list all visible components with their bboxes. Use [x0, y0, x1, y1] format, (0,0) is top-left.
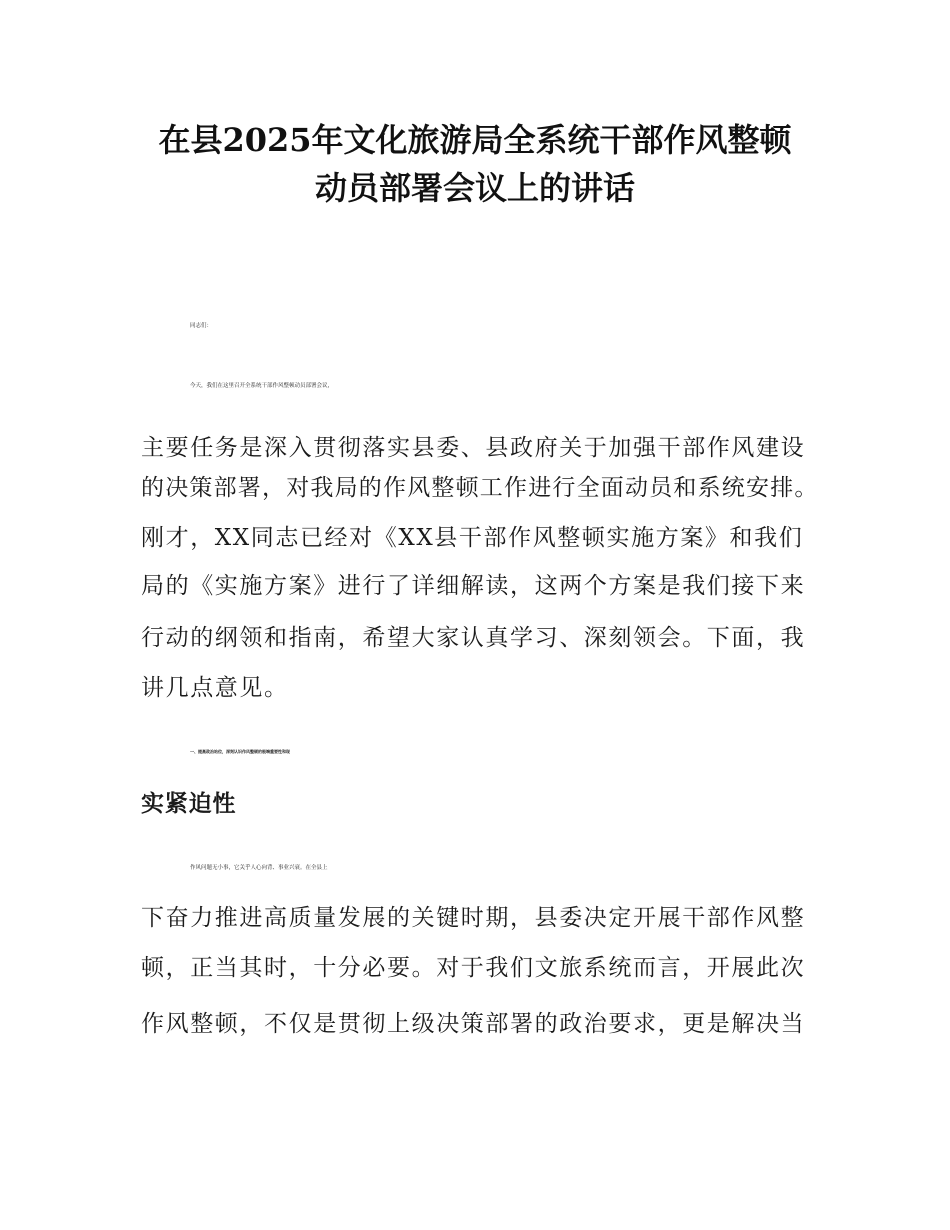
section-1-body-line: 下奋力推进高质量发展的关键时期，县委决定开展干部作风整	[141, 905, 806, 931]
section-1-body-line: 作风整顿，不仅是贯彻上级决策部署的政治要求，更是解决当	[141, 1011, 806, 1037]
document-title-line-1: 在县2025年文化旅游局全系统干部作风整顿	[158, 121, 792, 159]
section-1-heading: 一、提高政治站位，深刻认识作风整顿的极端重要性和现	[190, 749, 290, 754]
section-1-heading: 实紧迫性	[141, 791, 237, 817]
intro-line: 的决策部署，对我局的作风整顿工作进行全面动员和系统安排。	[141, 475, 819, 501]
intro-line: 今天，我们在这里召开全系统干部作风整顿动员部署会议，	[190, 383, 334, 389]
section-1-body-line: 作风问题无小事，它关乎人心向背、事业兴衰。在全县上	[190, 865, 328, 871]
intro-line: 行动的纲领和指南，希望大家认真学习、深刻领会。下面，我	[141, 625, 806, 651]
intro-line: 刚才，XX同志已经对《XX县干部作风整顿实施方案》和我们	[141, 525, 804, 551]
intro-line: 主要任务是深入贯彻落实县委、县政府关于加强干部作风建设	[141, 435, 806, 461]
salutation: 同志们：	[190, 323, 213, 329]
document-title-line-2: 动员部署会议上的讲话	[314, 169, 635, 207]
intro-line: 局的《实施方案》进行了详细解读，这两个方案是我们接下来	[141, 573, 806, 599]
section-1-body-line: 顿，正当其时，十分必要。对于我们文旅系统而言，开展此次	[141, 955, 806, 981]
intro-line: 讲几点意见。	[141, 675, 289, 701]
